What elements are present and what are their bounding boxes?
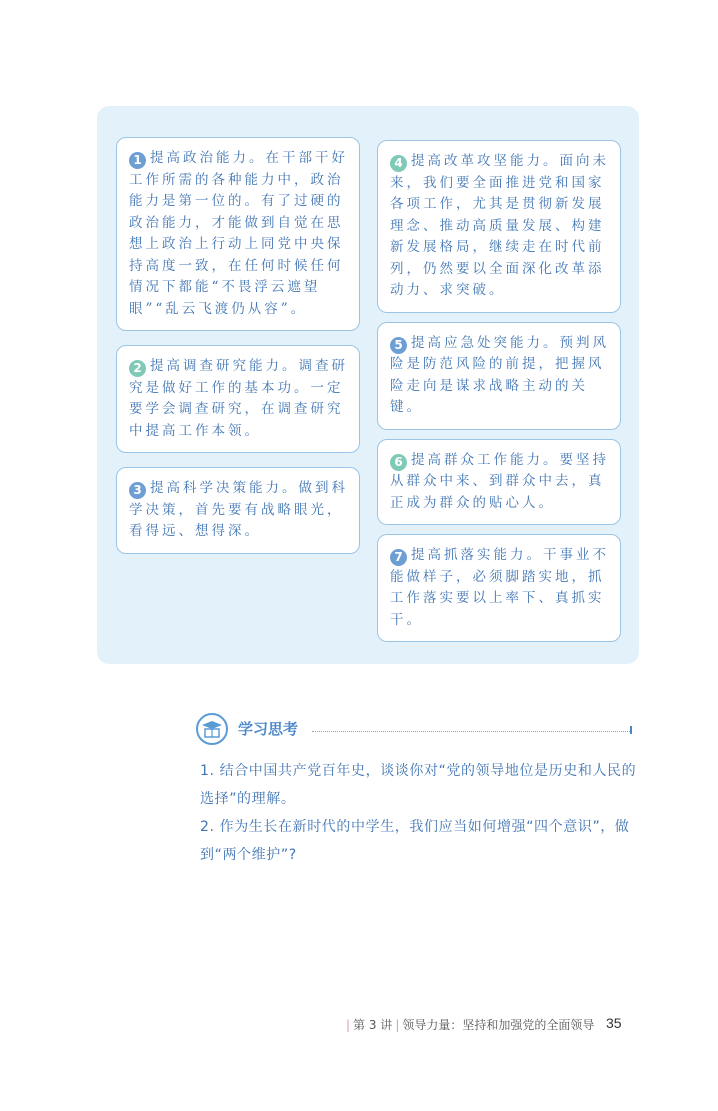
number-badge: 7 [390,549,407,566]
ability-panel [97,106,639,664]
card-text: 提高科学决策能力。做到科学决策，首先要有战略眼光，看得远、想得深。 [129,480,348,539]
number-badge: 2 [129,360,146,377]
card-reform-ability [377,140,621,313]
card-decision-ability [116,467,360,554]
question-2: 2. 作为生长在新时代的中学生，我们应当如何增强“四个意识”，做到“两个维护”? [200,819,630,863]
number-badge: 1 [129,152,146,169]
page-number: 35 [606,1015,622,1031]
graduation-book-icon [196,713,228,745]
card-text: 提高抓落实能力。干事业不能做样子，必须脚踏实地，抓工作落实要以上率下、真抓实干。 [390,547,609,628]
study-think-header [196,713,636,747]
card-implementation-ability [377,534,621,642]
number-badge: 4 [390,155,407,172]
card-text: 提高调查研究能力。调查研究是做好工作的基本功。一定要学会调查研究，在调查研究中提高工作本领。 [129,358,348,439]
section-title: 学习思考 [238,720,299,738]
chapter-title: 领导力量：坚持和加强党的全面领导 [402,1018,595,1032]
running-footer: | 第 3 讲 | 领导力量：坚持和加强党的全面领导 [346,1018,595,1032]
card-research-ability [116,345,360,453]
left-card-column [116,137,360,554]
lecture-label: 第 3 讲 [353,1018,393,1032]
number-badge: 5 [390,337,407,354]
card-text: 提高政治能力。在干部干好工作所需的各种能力中，政治能力是第一位的。有了过硬的政治能力，才能做到自觉在思想上政治上行动上同党中央保持高度一致，在任何时候任何情况下都能“不畏浮云遮望眼”“乱云飞渡仍从容”。 [129,150,348,317]
card-text: 提高改革攻坚能力。面向未来，我们要全面推进党和国家各项工作，尤其是贯彻新发展理念、推动高质量发展、构建新发展格局，继续走在时代前列，仍然要以全面深化改革添动力、求突破。 [390,153,609,298]
card-text: 提高应急处突能力。预判风险是防范风险的前提，把握风险走向是谋求战略主动的关键。 [390,334,609,415]
number-badge: 3 [129,482,146,499]
number-badge: 6 [390,454,407,471]
card-text: 提高群众工作能力。要坚持从群众中来、到群众中去，真正成为群众的贴心人。 [390,451,609,511]
right-card-column [377,137,621,642]
card-emergency-ability [377,322,621,430]
question-1: 1. 结合中国共产党百年史，谈谈你对“党的领导地位是历史和人民的选择”的理解。 [200,763,637,807]
card-political-ability [116,137,360,331]
divider-end [630,726,632,734]
dotted-divider [312,731,630,732]
card-mass-work-ability [377,439,621,526]
